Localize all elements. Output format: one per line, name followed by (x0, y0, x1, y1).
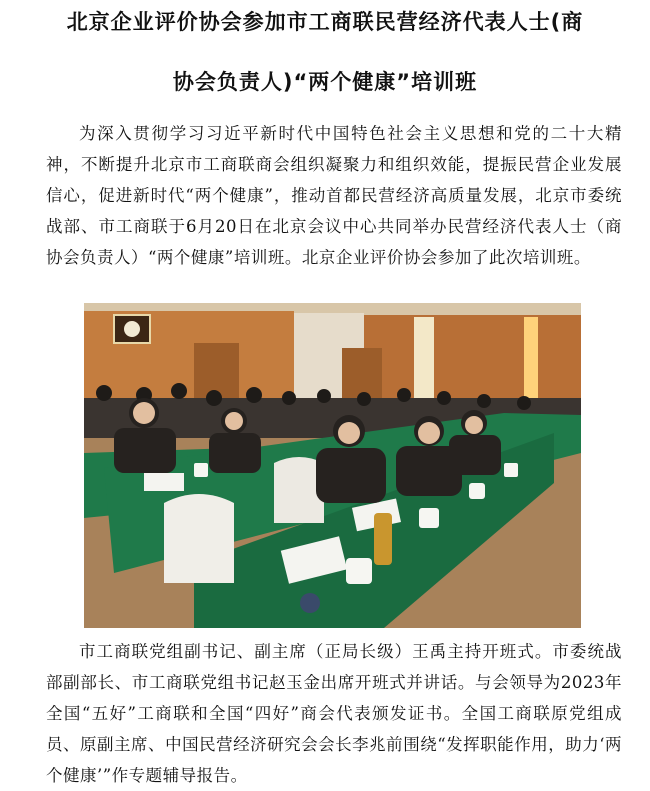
article-title-line-1: 北京企业评价协会参加市工商联民营经济代表人士(商 (66, 10, 584, 34)
article-paragraph-1: 为深入贯彻学习习近平新时代中国特色社会主义思想和党的二十大精神，不断提升北京市工商联商会组织凝聚力和组织效能，提振民营企业发展信心，促进新时代“两个健康”，推动首都民营经济高质量发展，北京市委统战部、市工商联于6月20日在北京会议中心共同举办民营经济代表人士（商协会负责人）“两个健康”培训班。北京企业评价协会参加了此次培训班。 (46, 124, 622, 267)
article-paragraph-2: 市工商联党组副书记、副主席（正局长级）王禹主持开班式。市委统战部副部长、市工商联党组书记赵玉金出席开班式并讲话。与会领导为2023年全国“五好”工商联和全国“四好”商会代表颁发证书。全国工商联原党组成员、原副主席、中国民营经济研究会会长李兆前围绕“发挥职能作用，助力‘两个健康’”作专题辅导报告。 (46, 642, 622, 785)
training-session-photo (84, 303, 581, 628)
article-title-line-2: 协会负责人)“两个健康”培训班 (172, 70, 478, 94)
